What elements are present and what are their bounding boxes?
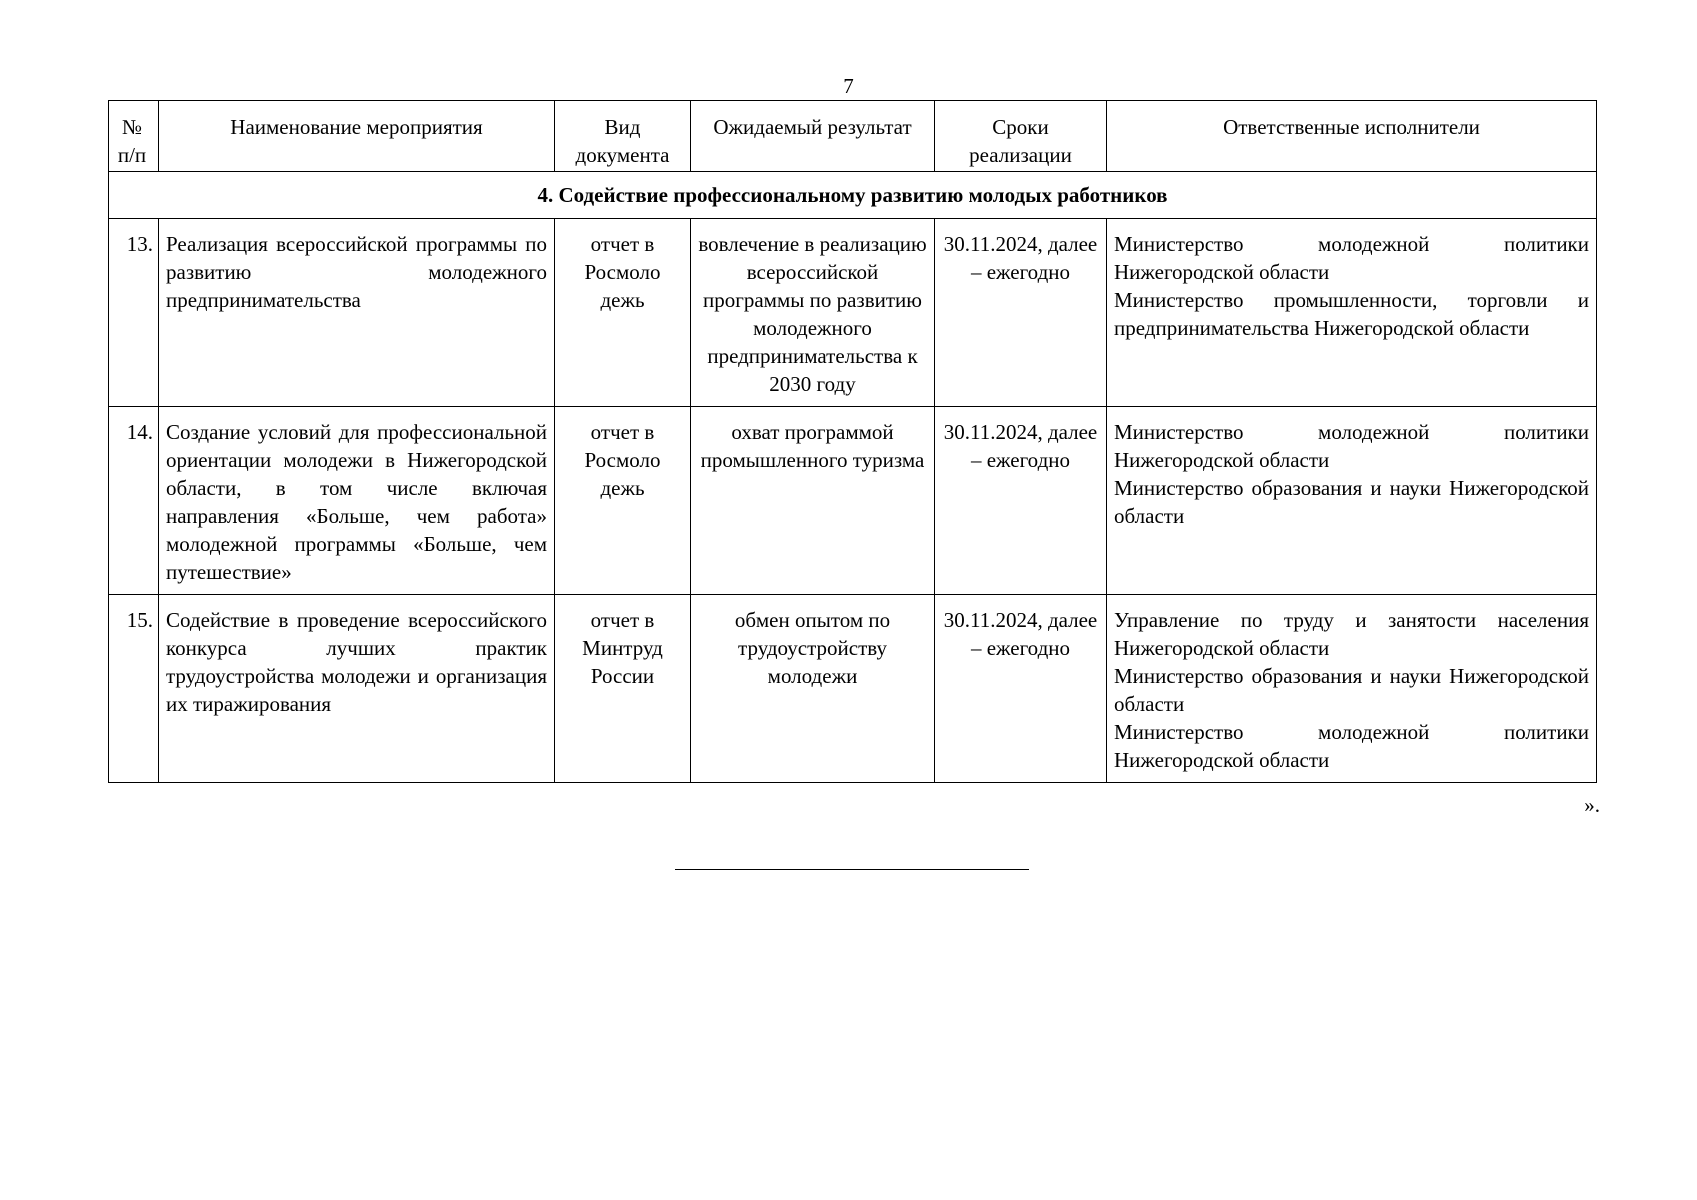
header-num: № п/п (109, 101, 159, 172)
row-name: Реализация всероссийской программы по развитию молодежного предпринимательства (159, 219, 555, 407)
responsible-item: Министерство образования и науки Нижегородской области (1114, 476, 1589, 528)
row-name: Содействие в проведение всероссийского конкурса лучших практик трудоустройства молодежи и организация их тиражирования (159, 595, 555, 783)
section-row (109, 172, 1597, 219)
row-result: вовлечение в реализацию всероссийской программы по развитию молодежного предпринимательства к 2030 году (691, 219, 935, 407)
responsible-item: Управление по труду и занятости населения Нижегородской области (1114, 608, 1589, 660)
row-num: 14. (109, 407, 159, 595)
header-result: Ожидаемый результат (691, 101, 935, 172)
responsible-item: Министерство молодежной политики Нижегородской области (1114, 232, 1589, 284)
responsible-item: Министерство промышленности, торговли и предпринимательства Нижегородской области (1114, 288, 1589, 340)
header-term: Сроки реализации (935, 101, 1107, 172)
end-rule (675, 869, 1029, 870)
responsible-item: Министерство образования и науки Нижегородской области (1114, 664, 1589, 716)
table-row (109, 595, 1597, 783)
header-name: Наименование мероприятия (159, 101, 555, 172)
row-doc: отчет в Росмоло дежь (555, 219, 691, 407)
table-header-row (109, 101, 1597, 172)
header-resp: Ответственные исполнители (1107, 101, 1597, 172)
row-term: 30.11.2024, далее – ежегодно (935, 407, 1107, 595)
row-num: 15. (109, 595, 159, 783)
row-doc: отчет в Росмоло дежь (555, 407, 691, 595)
row-responsible (1107, 595, 1597, 783)
table-row (109, 407, 1597, 595)
row-result: обмен опытом по трудоустройству молодежи (691, 595, 935, 783)
row-responsible (1107, 407, 1597, 595)
row-term: 30.11.2024, далее – ежегодно (935, 219, 1107, 407)
row-term: 30.11.2024, далее – ежегодно (935, 595, 1107, 783)
row-name: Создание условий для профессиональной ориентации молодежи в Нижегородской области, в том числе включая направления «Больше, чем работа» молодежной программы «Больше, чем путешествие» (159, 407, 555, 595)
responsible-item: Министерство молодежной политики Нижегородской области (1114, 720, 1589, 772)
page-number: 7 (843, 74, 854, 98)
row-responsible (1107, 219, 1597, 407)
responsible-item: Министерство молодежной политики Нижегородской области (1114, 420, 1589, 472)
action-plan-table (108, 100, 1597, 783)
closing-quote: ». (1584, 793, 1600, 817)
header-doc: Вид документа (555, 101, 691, 172)
row-num: 13. (109, 219, 159, 407)
row-doc: отчет в Минтруд России (555, 595, 691, 783)
row-result: охват программой промышленного туризма (691, 407, 935, 595)
table-row (109, 219, 1597, 407)
section-title: 4. Содействие профессиональному развитию молодых работников (109, 172, 1597, 219)
